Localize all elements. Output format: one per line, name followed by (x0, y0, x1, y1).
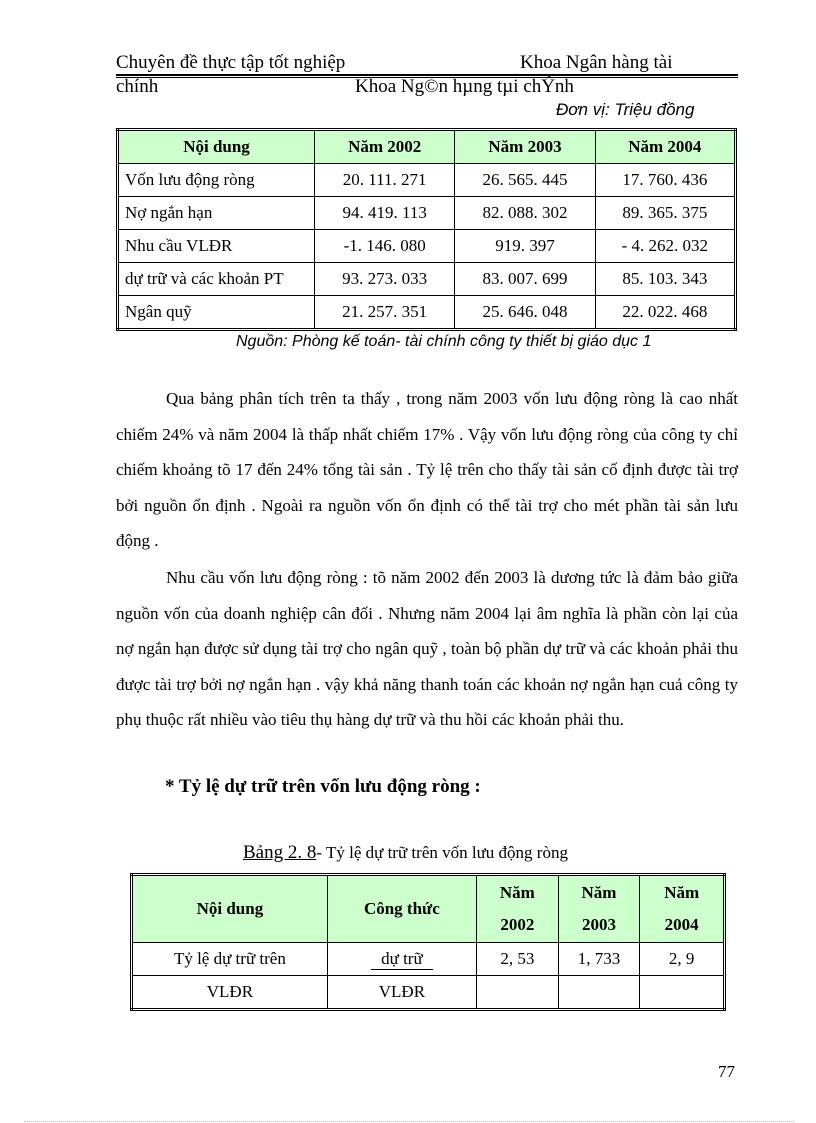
table-row (118, 230, 736, 263)
table-cell: 82. 088. 302 (455, 197, 595, 230)
table-cell-empty (558, 976, 640, 1010)
row-label: Nợ ngắn hạn (118, 197, 315, 230)
table-header-year (558, 875, 640, 943)
table-row (118, 296, 736, 330)
table-caption-text: - Tỷ lệ dự trữ trên vốn lưu động ròng (316, 843, 568, 862)
table-cell: 94. 419. 113 (315, 197, 455, 230)
table-header-cell: Nội dung (132, 875, 328, 943)
table-header-cell: Nội dung (118, 130, 315, 164)
table-header-cell: Công thức (327, 875, 476, 943)
table-header-year (476, 875, 558, 943)
table-caption-label: Bảng 2. 8 (243, 842, 317, 863)
table-row (132, 976, 725, 1010)
formula-denominator: VLĐR (327, 976, 476, 1010)
paragraph-text: Qua bảng phân tích trên ta thấy , trong năm 2003 vốn lưu động ròng là cao nhất chiếm 24% và năm 2004 là thấp nhất chiếm 17% . Vậy vốn lưu động ròng của công ty chỉ chiếm khoảng tõ 17 đến 24% tổng tài sản . Tỷ lệ trên cho thấy tài sản cố định được tài trợ bởi nguồn ổn định . Ngoài ra nguồn vốn ổn định có thể tài trợ cho mét phần tài sản lưu động . (116, 389, 738, 550)
table-cell: -1. 146. 080 (315, 230, 455, 263)
table-cell-empty (476, 976, 558, 1010)
table-header-row (132, 875, 725, 943)
year-label: Năm (499, 883, 535, 902)
row-label: Ngân quỹ (118, 296, 315, 330)
table-cell: 83. 007. 699 (455, 263, 595, 296)
row-label: Nhu cầu VLĐR (118, 230, 315, 263)
table-cell: 1, 733 (558, 943, 640, 976)
table-cell: 85. 103. 343 (595, 263, 735, 296)
table-cell: 2, 53 (476, 943, 558, 976)
table-cell: 26. 565. 445 (455, 164, 595, 197)
table-cell: 25. 646. 048 (455, 296, 595, 330)
year-value: 2003 (581, 915, 616, 934)
table-cell: 93. 273. 033 (315, 263, 455, 296)
table-cell: 89. 365. 375 (595, 197, 735, 230)
table-cell: 17. 760. 436 (595, 164, 735, 197)
table-source-note: Nguồn: Phòng kế toán- tài chính công ty thiết bị giáo dục 1 (236, 333, 652, 350)
reserve-ratio-table (130, 873, 726, 1011)
table-header-cell: Năm 2002 (315, 130, 455, 164)
table-cell: 20. 111. 271 (315, 164, 455, 197)
table-header-year (640, 875, 725, 943)
table-row (118, 197, 736, 230)
table-header-row (118, 130, 736, 164)
header-left: Chuyên đề thực tập tốt nghiệp (116, 52, 346, 73)
balance-table (116, 128, 737, 331)
table-cell-empty (640, 976, 725, 1010)
table-row (132, 943, 725, 976)
table-caption (243, 842, 568, 864)
table-header-cell: Năm 2004 (595, 130, 735, 164)
header-overlap-text: Khoa Ng©n hµng tµi chÝnh (355, 76, 574, 97)
header-left-continued: chính (116, 76, 159, 97)
year-label: Năm (664, 883, 700, 902)
section-heading: * Tỷ lệ dự trữ trên vốn lưu động ròng : (165, 776, 481, 797)
header-right: Khoa Ngân hàng tài (520, 52, 673, 73)
table-header-cell: Năm 2003 (455, 130, 595, 164)
paragraph-text: Nhu cầu vốn lưu động ròng : tõ năm 2002 đến 2003 là dương tức là đảm bảo giữa nguồn vốn của doanh nghiệp cân đối . Nhưng năm 2004 lại âm nghĩa là phần còn lại của nợ ngắn hạn được sử dụng tài trợ cho ngân quỹ , toàn bộ phần dự trữ và các khoản phải thu được tài trợ bởi nợ ngắn hạn . vậy khả năng thanh toán các khoản nợ ngắn hạn cuả công ty phụ thuộc rất nhiều vào tiêu thụ hàng dự trữ và thu hồi các khoản phải thu. (116, 568, 738, 729)
row-label: Vốn lưu động ròng (118, 164, 315, 197)
table-cell: 2, 9 (640, 943, 725, 976)
year-value: 2004 (664, 915, 699, 934)
table-cell: - 4. 262. 032 (595, 230, 735, 263)
page-number: 77 (718, 1062, 735, 1081)
row-label: VLĐR (132, 976, 328, 1010)
table-row (118, 263, 736, 296)
year-value: 2002 (500, 915, 535, 934)
paragraph-analysis-1 (116, 381, 738, 559)
table-cell: 919. 397 (455, 230, 595, 263)
row-label: dự trữ và các khoản PT (118, 263, 315, 296)
table-cell: 22. 022. 468 (595, 296, 735, 330)
page-bottom-border (24, 1121, 794, 1122)
unit-note: Đơn vị: Triệu đồng (556, 100, 695, 119)
table-cell: 21. 257. 351 (315, 296, 455, 330)
row-label: Tỷ lệ dự trữ trên (132, 943, 328, 976)
table-row (118, 164, 736, 197)
formula-numerator (327, 943, 476, 976)
paragraph-analysis-2 (116, 560, 738, 738)
formula-numerator-text: dự trữ (371, 949, 433, 970)
year-label: Năm (581, 883, 617, 902)
